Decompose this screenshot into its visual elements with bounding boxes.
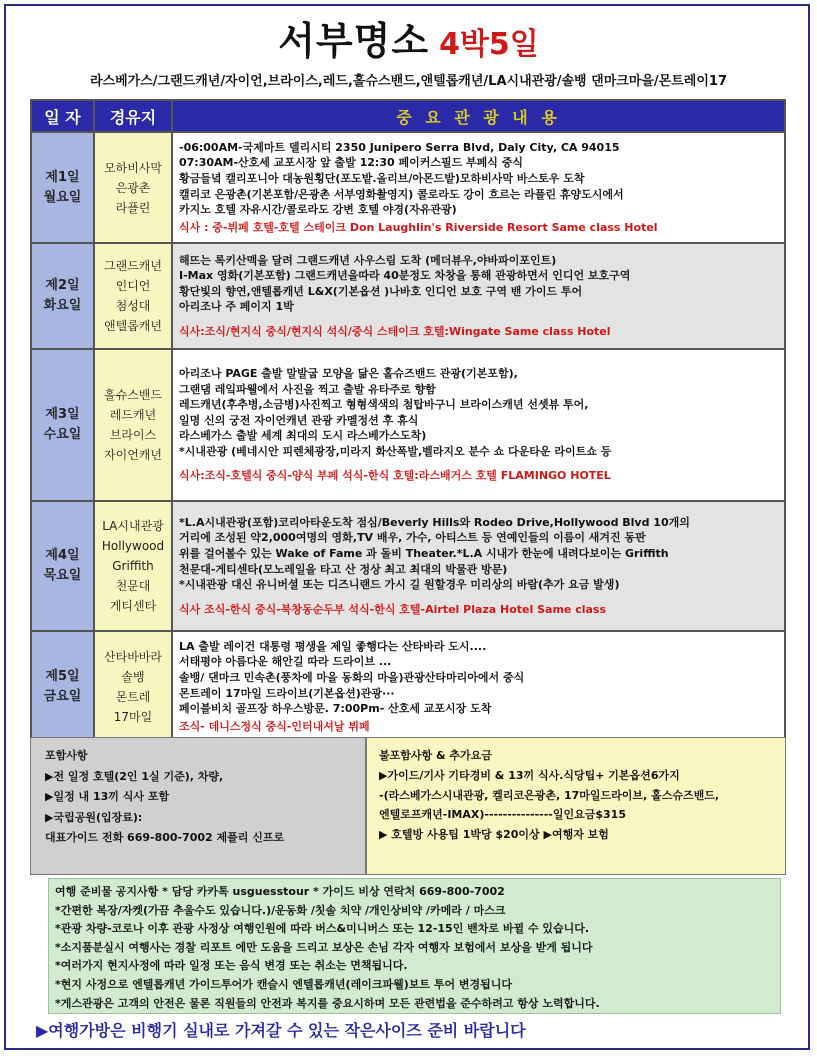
plan-cell — [172, 132, 785, 243]
route-cell — [94, 349, 172, 501]
excluded-title: 불포함사항 & 추가요금 — [379, 749, 492, 762]
route-cell — [94, 132, 172, 243]
route-item: 솔뱅 — [121, 669, 145, 684]
header-route: 경유지 — [94, 100, 172, 132]
route-item: 앤텔롭캐년 — [104, 319, 162, 333]
title-text: 서부명소 — [278, 19, 430, 63]
included-item: ▶일정 내 13끼 식사 포함 — [45, 790, 170, 803]
table-row — [31, 243, 785, 349]
table-row — [31, 501, 785, 631]
route-item: LA시내관광 — [102, 519, 164, 533]
itinerary-table — [30, 99, 786, 743]
route-item: 모하비사막 — [104, 160, 162, 175]
plan-line: 라스베가스 출발 세계 최대의 도시 라스베가스도착) — [179, 429, 427, 443]
table-row — [31, 631, 785, 742]
plan-line: 황단빛의 향연,앤텔롭캐년 L&X(기본옵션 )나바호 인디언 보호 구역 밴 가이드 투어 — [179, 284, 583, 298]
included-title: 포함사항 — [45, 749, 88, 762]
notice-line: *관광 차량-코로나 이후 관광 사정상 여행인원에 따라 버스&미니버스 또는 12-15인 밴차로 바뀔 수 있습니다. — [55, 922, 590, 936]
notice-line: *여러가지 현지사정에 따라 일정 또는 음식 변경 또는 취소는 면책됩니다. — [55, 959, 408, 973]
included-item: ▶전 일정 호텔(2인 1실 기준), 차량, — [45, 769, 224, 783]
plan-line: 아리조나 PAGE 출발 말발굽 모양을 닮은 홀슈즈밴드 관광(기본포함), — [179, 366, 518, 380]
footer-note: ▶여행가방은 비행기 실내로 가져갈 수 있는 작은사이즈 준비 바랍니다 — [36, 1021, 526, 1040]
header-plan: 중 요 관 광 내 용 — [172, 100, 785, 132]
table-row — [31, 349, 785, 501]
day-cell — [31, 349, 94, 501]
notice-line: *게스관광은 고객의 안전은 물론 직원들의 안전과 복지를 중요시하며 모든 관련법을 준수하려고 항상 노력합니다. — [55, 996, 600, 1010]
route-item: Griffith — [112, 559, 154, 573]
plan-line: 07:30AM-산호세 교포시장 앞 출발 12:30 페이커스필드 부페식 중식 — [179, 156, 524, 170]
route-item: 은광촌 — [115, 180, 151, 195]
notice-line: *현지 사정으로 엔텔롭캐년 가이드투어가 캔슬시 엔텔롭캐년(레이크파웰)보트 투어 변경됩니다 — [55, 977, 513, 991]
destinations-subtitle: 라스베가스/그랜드캐년/자이언,브라이스,레드,홀슈스밴드,앤텔롭캐년/LA시내관광/솔뱅 댄마크마을/몬트레이17 — [89, 74, 727, 89]
plan-line: -06:00AM-국제마트 델리시티 2350 Junipero Serra Blvd, Daly City, CA 94015 — [179, 140, 620, 154]
route-item: 라플린 — [115, 200, 151, 215]
plan-line: 그랜댐 레잌파웰에서 사진을 찍고 출발 유타주로 향함 — [179, 382, 436, 396]
route-item: 산타바바라 — [104, 649, 162, 664]
day-cell — [31, 243, 94, 349]
plan-line: 몬트레이 17마일 드라이브(기본옵션)관광··· — [179, 686, 395, 700]
plan-cell — [172, 631, 785, 742]
day-weekday: 수요일 — [43, 427, 82, 442]
plan-line: 아리조나 주 페이지 1박 — [179, 300, 294, 314]
route-item: 17마일 — [113, 709, 153, 724]
meal-line: 식사 조식-한식 중식-북창동순두부 석식-한식 호텔-Airtel Plaza Hotel Same class — [179, 602, 607, 616]
plan-line: *L.A시내관광(포함)코리아타운도착 점심/Beverly Hills와 Rodeo Drive,Hollywood Blvd 10개의 — [179, 515, 690, 529]
included-box — [30, 737, 366, 875]
included-item: 대표가이드 전화 669-800-7002 제플리 신프로 — [45, 831, 285, 844]
plan-line: 황금들녘 캘리포니아 대농원횡단(포도밭.올리브/아몬드밭)모하비사막 바스토우 도착 — [179, 171, 585, 185]
meal-line: 식사:조식-호텔식 중식-양식 부페 석식-한식 호텔:라스배거스 호텔 FLAMINGO HOTEL — [179, 469, 611, 483]
plan-line: LA 출발 레이건 대통령 평생을 제일 좋행다는 산타바라 도시.... — [179, 639, 487, 653]
plan-line: 해뜨는 록키산맥을 달려 그랜드캐년 사우스림 도착 (메더뷰우,야바파이포인트) — [179, 253, 557, 267]
included-item: ▶국립공원(입장료): — [45, 810, 143, 824]
day-weekday: 금요일 — [43, 688, 82, 704]
plan-line: 페이블비치 골프장 하우스방문. 7:00Pm- 산호세 교포시장 도착 — [179, 702, 492, 716]
plan-line: 위를 걸어볼수 있는 Wake of Fame 과 돌비 Theater.*L.A 시내가 한눈에 내려다보이는 Griffith — [179, 546, 669, 560]
notice-line: 여행 준비물 공지사항 * 담당 카카톡 usguesstour * 가이드 비상 연락처 669-800-7002 — [55, 885, 505, 898]
route-item: 게티센타 — [109, 599, 157, 613]
route-item: 레드캐년 — [109, 408, 157, 422]
plan-line: 일명 신의 궁전 자이언캐년 관광 카멜정션 후 휴식 — [179, 413, 419, 427]
notice-line: *간편한 복장/자켓(가끔 추울수도 있습니다.)/운동화 /칫솔 치약 /개인상비약 /카메라 / 마스크 — [55, 903, 506, 917]
day-number: 제5일 — [45, 668, 80, 684]
plan-cell — [172, 349, 785, 501]
plan-cell — [172, 243, 785, 349]
meal-line: 식사:조식/현지식 중식/현지식 석식/중식 스테이크 호텔:Wingate Same class Hotel — [179, 324, 611, 338]
day-weekday: 화요일 — [43, 298, 82, 313]
plan-line: 서태평야 아름다운 해안길 따라 드라이브 ... — [179, 655, 392, 669]
excluded-item: ▶가이드/기사 기타경비 & 13끼 식사.식당팁+ 기본옵션6가지 — [379, 768, 680, 782]
day-weekday: 목요일 — [43, 568, 82, 583]
header-day: 일 자 — [31, 100, 94, 132]
plan-line: 솔뱅/ 댄마크 민속촌(풍차에 마을 동화의 마을)관광산타마리아에서 중식 — [179, 670, 525, 684]
plan-line: *시내관광 대신 유니버셜 또는 디즈니랜드 가시 길 원할경우 미리상의 바람(추가 요금 발생) — [179, 578, 620, 592]
table-header-row — [31, 100, 785, 132]
day-number: 제4일 — [45, 548, 80, 563]
plan-line: 레드캐년(후추병,소금병)사진찍고 형형색색의 첨탑바구니 브라이스캐년 선셋뷰 투어, — [179, 398, 589, 412]
duration-text: 4박5일 — [439, 27, 539, 62]
day-weekday: 월요일 — [43, 189, 82, 205]
plan-line: 거리에 조성된 약2,000여명의 영화,TV 배우, 가수, 아티스트 등 연예인들의 이름이 새겨진 동판 — [179, 531, 646, 545]
notice-box — [48, 878, 781, 1014]
excluded-item: ▶ 호텔방 사용팁 1박당 $20이상 ▶여행자 보험 — [379, 828, 609, 842]
route-cell — [94, 243, 172, 349]
plan-line: 카지노 호텔 자유시간/콜로라도 강변 호텔 야경(자유관광) — [179, 203, 457, 217]
plan-line: 캘리코 은광촌(기본포함/은광촌 서부영화촬영지) 콜로라도 강이 흐르는 라플린 휴양도시에서 — [179, 187, 624, 201]
day-number: 제1일 — [45, 169, 80, 185]
day-cell — [31, 501, 94, 631]
route-item: 몬트레 — [115, 689, 151, 704]
table-row — [31, 132, 785, 243]
excluded-box — [366, 737, 786, 875]
route-item: 인디언 — [115, 279, 151, 293]
day-number: 제2일 — [45, 278, 80, 293]
route-cell — [94, 631, 172, 742]
route-item: Hollywood — [101, 539, 165, 553]
route-item: 그랜드캐년 — [104, 259, 162, 273]
route-item: 자이언캐년 — [104, 448, 162, 462]
day-number: 제3일 — [45, 407, 80, 422]
notice-line: *소지품분실시 여행사는 경찰 리포트 에만 도움을 드리고 보상은 손님 각자 여행자 보험에서 보상을 받게 됩니다 — [55, 940, 593, 954]
excluded-item: -(라스베가스시내관광, 켈리코은광촌, 17마일드라이브, 홀스슈즈밴드, — [379, 788, 720, 802]
route-item: 첨성대 — [115, 299, 151, 313]
plan-line: *시내관광 (베네시안 피렌체광장,미라지 화산폭발,벨라지오 분수 쇼 다운타운 라이트쇼 등 — [179, 444, 612, 458]
route-item: 브라이스 — [109, 428, 157, 442]
meal-line: 식사 : 중-뷔페 호텔-호텔 스테이크 Don Laughlin's Riverside Resort Same class Hotel — [179, 220, 658, 234]
route-item: 천문대 — [115, 579, 151, 593]
day-cell — [31, 132, 94, 243]
plan-cell — [172, 501, 785, 631]
route-cell — [94, 501, 172, 631]
excluded-item: 엔텔로프캐년-IMAX)---------------일인요금$315 — [379, 808, 626, 822]
route-item: 홀슈스밴드 — [104, 388, 162, 402]
plan-line: I-Max 영화(기본포함) 그랜드캐년을따라 40분정도 차창을 통해 관광하면서 인디언 보호구역 — [179, 269, 631, 283]
plan-line: 천문대-게티센타(모노레일을 타고 산 정상 최고 최대의 박물관 방문) — [179, 562, 508, 576]
page-title — [0, 10, 817, 65]
day-cell — [31, 631, 94, 742]
meal-line: 조식- 데니스정식 중식-인터내셔날 뷔페 — [179, 719, 370, 733]
